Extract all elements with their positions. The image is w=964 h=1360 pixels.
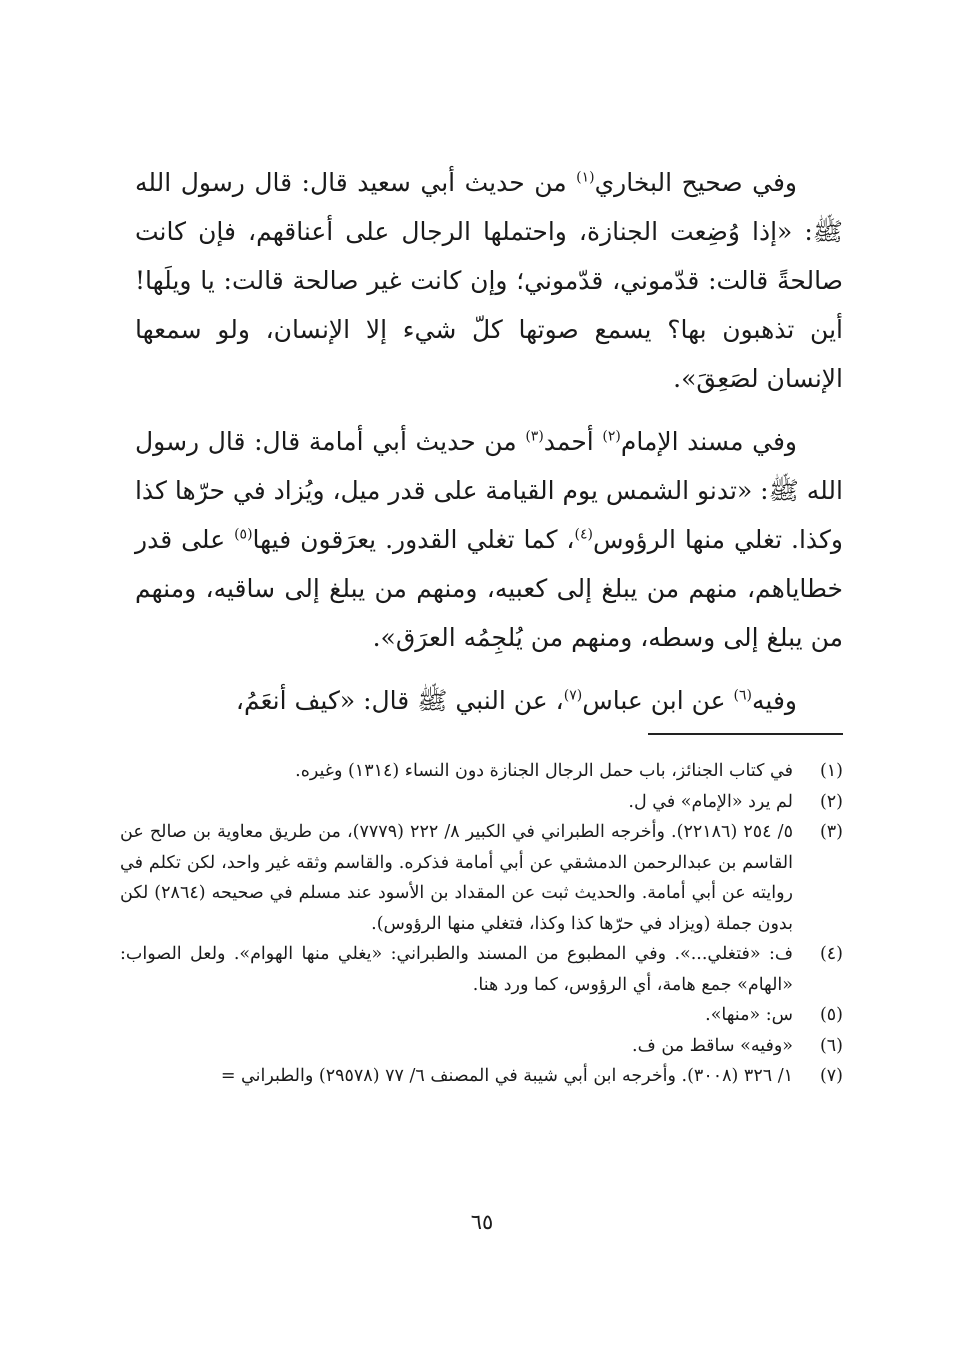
footnote-number: (٢) [819, 791, 843, 812]
footnote-text: ٥/ ٢٥٤ (٢٢١٨٦). وأخرجه الطبراني في الكبير ٨/ ٢٢٢ (٧٧٧٩)، من طريق معاوية بن صالح عن القاسم بن عبدالرحمن الدمشقي عن أبي أمامة فذكره. والقاسم وثقه غير واحد، لكن تكلم في روايته عن أبي أمامة. والحديث ثبت عن المقداد بن الأسود عند مسلم في صحيحه (٢٨٦٤) لكن بدون جملة (ويزاد في حرّها كذا وكذا، فتغلي منها الرؤوس). [120, 822, 793, 934]
footnote [120, 787, 843, 818]
page-number: ٦٥ [470, 1210, 494, 1234]
body-paragraph [135, 158, 843, 403]
main-text [135, 158, 843, 739]
footnote [120, 1000, 843, 1031]
footnote [120, 817, 843, 939]
footnote-marker[interactable]: (٧) [563, 687, 583, 704]
footnote-text: في كتاب الجنائز، باب حمل الرجال الجنازة دون النساء (١٣١٤) وغيره. [295, 761, 793, 781]
footnote [120, 756, 843, 787]
paragraph-text: من حديث أبي أمامة قال: قال رسول الله ﷺ: «تدنو الشمس يوم القيامة على قدر ميل، ويُزاد في حرّها كذا وكذا. تغلي منها الرؤوس [134, 427, 843, 554]
footnote [120, 1061, 843, 1092]
paragraph-text: عن ابن عباس [582, 686, 734, 715]
footnote-marker[interactable]: (٤) [574, 526, 593, 543]
paragraph-text: أحمد [543, 427, 603, 456]
body-paragraph [135, 417, 843, 662]
footnote-marker[interactable]: (٥) [234, 526, 253, 543]
paragraph-text: من حديث أبي سعيد قال: قال رسول الله ﷺ: «إذا وُضِعت الجنازة، واحتملها الرجال على أعناقهم، فإن كانت صالحةً قالت: قدّموني، قدّموني؛ وإن كانت غير صالحة قالت: يا ويلَها! أين تذهبون بها؟ يسمع صوتها كلّ شيء إلا الإنسان، ولو سمعها الإنسان لصَعِقَ». [135, 168, 843, 393]
footnote [120, 939, 843, 1000]
footnotes [120, 756, 843, 1092]
paragraph-text: وفيه [752, 686, 797, 715]
footnote-separator [648, 733, 843, 735]
footnote-number: (٤) [819, 944, 843, 964]
footnote-text: ١/ ٣٢٦ (٣٠٠٨). وأخرجه ابن أبي شيبة في المصنف ٦/ ٧٧ (٢٩٥٧٨) والطبراني = [220, 1066, 793, 1086]
footnote-number: (٧) [819, 1066, 843, 1086]
paragraph-text: على قدر خطاياهم، منهم من يبلغ إلى كعبيه، ومنهم من يبلغ إلى ساقيه، ومنهم من يبلغ إلى وسطه، ومنهم من يُلجِمُه العرَق». [135, 525, 843, 652]
body-paragraph [135, 676, 843, 725]
footnote-marker[interactable]: (٣) [525, 428, 544, 445]
footnote-number: (٥) [819, 1005, 843, 1025]
footnote [120, 1031, 843, 1062]
footnote-text: «وفيه» ساقط من ف. [632, 1035, 793, 1056]
paragraph-text: وفي صحيح البخاري [594, 168, 797, 197]
footnote-marker[interactable]: (٦) [733, 687, 753, 704]
footnote-text: لم يرد «الإمام» في ل. [628, 791, 793, 812]
footnote-number: (٦) [819, 1035, 843, 1056]
footnote-marker[interactable]: (١) [576, 169, 595, 186]
footnote-number: (١) [819, 761, 843, 781]
paragraph-text: وفي مسند الإمام [620, 427, 797, 456]
footnote-text: ف: «فتغلي...». وفي المطبوع من المسند والطبراني: «يغلي منها الهوام». ولعل الصواب: «الهام» جمع هامة، أي الرؤوس، كما ورد هنا. [120, 944, 793, 995]
footnote-marker[interactable]: (٢) [602, 428, 621, 445]
footnote-text: س: «منها». [705, 1005, 793, 1025]
paragraph-text: ، عن النبي ﷺ قال: «كيف أنعَمُ، [235, 686, 564, 715]
footnote-number: (٣) [819, 822, 843, 842]
paragraph-text: ، كما تغلي القدور. يعرَقون فيها [252, 525, 575, 554]
